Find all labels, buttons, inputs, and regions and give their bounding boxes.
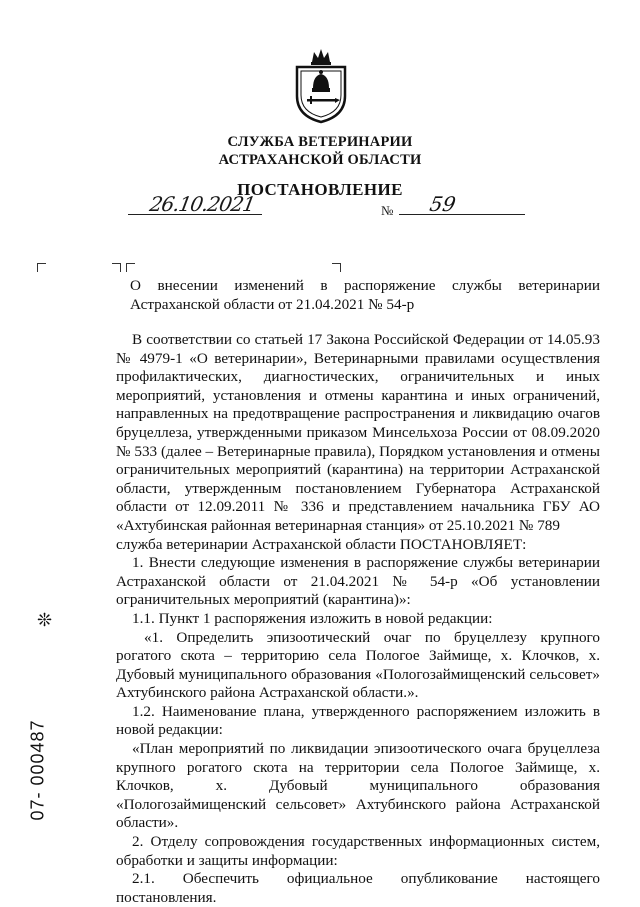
paragraph-quote-1: «1. Определить эпизоотический очаг по бруцеллезу крупного рогатого скота – территорию села Пологое Займище, х. Клочков, х. Дубовый муниципального образования «Пологозаймищенский сельсовет» Ахтубинского района Астраханской области.». [116,628,600,702]
document-subject: О внесении изменений в распоряжение службы ветеринарии Астраханской области от 21.04.2021 № 54-р [130,277,600,313]
margin-serial-number: 07- 000487 [27,719,48,821]
paragraph-item-1-1: 1.1. Пункт 1 распоряжения изложить в новой редакции: [132,609,493,627]
paragraph-item-1: 1. Внести следующие изменения в распоряжение службы ветеринарии Астраханской области от 21.04.2021 № 54-р «Об установлении ограничительных мероприятий (карантина)»: [116,554,600,609]
paragraph-item-1-2: 1.2. Наименование плана, утвержденного распоряжением изложить в новой редакции: [116,702,600,739]
paragraph-resolves: служба ветеринарии Астраханской области ПОСТАНОВЛЯЕТ: [116,535,527,553]
document-type: ПОСТАНОВЛЕНИЕ [237,180,403,199]
org-name-line2: АСТРАХАНСКОЙ ОБЛАСТИ [218,152,422,168]
paragraph-preamble: В соответствии со статьей 17 Закона Российской Федерации от 14.05.93 № 4979-1 «О ветеринарии», Ветеринарными правилами осуществления профилактических, диагностических, ограничительных и иных мероприятий, установления и отмены карантина и иных ограничений, направленных на предотвращение распространения и ликвидацию очагов бруцеллеза, утвержденными приказом Минсельхоза России от 08.09.2020 № 533 (далее – Ветеринарные правила), Порядком установления и отмены ограничительных мероприятий (карантина) на территории Астраханской области, утвержденным постановлением Губернатора Астраханской области от 12.09.2011 № 336 и представлением начальника ГБУ АО «Ахтубинская районная ветеринарная станция» от 25.10.2021 № 789 [116,331,600,534]
document-body [116,331,600,907]
document-number: 59 [427,192,458,216]
corner-mark [332,263,341,272]
corner-mark [126,263,135,272]
corner-mark [37,263,46,272]
corner-mark [112,263,121,272]
number-label: № [381,203,394,218]
org-name-line1: СЛУЖБА ВЕТЕРИНАРИИ [227,134,413,150]
document-date: 26.10.2021 [147,192,257,216]
paragraph-item-2: 2. Отделу сопровождения государственных информационных систем, обработки и защиты информации: [116,833,600,869]
paragraph-quote-2: «План мероприятий по ликвидации эпизоотического очага бруцеллеза крупного рогатого скота на территории села Пологое Займище, х. Клочков, х. Дубовый муниципального образования «Пологозаймищенский сельсовет» Ахтубинского района Астраханской области». [116,740,600,832]
coat-of-arms-icon [290,46,352,124]
number-underline [399,214,525,215]
paragraph-item-2-1: 2.1. Обеспечить официальное опубликование настоящего постановления. [116,870,600,906]
margin-mark-icon: ❊ [37,610,53,630]
date-underline [128,214,262,215]
